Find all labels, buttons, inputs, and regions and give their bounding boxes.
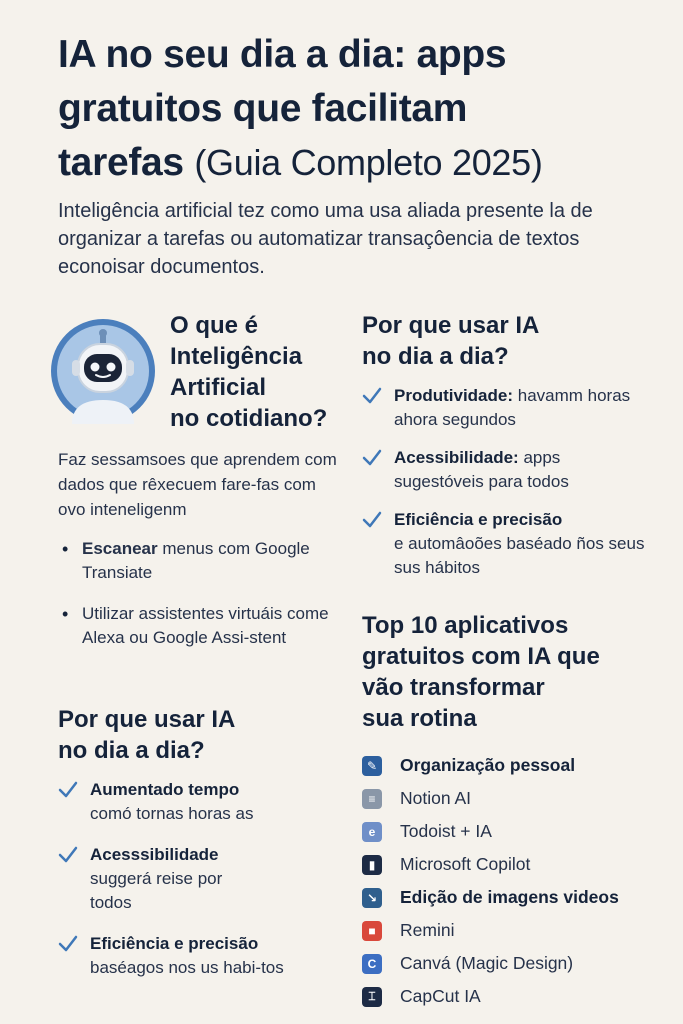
top-apps-heading: Top 10 aplicativos gratuitos com IA que vão transformar sua rotina [362,612,600,732]
canva-icon: C [362,954,382,974]
list-item: Acesssibilidade suggerá reise por todos [58,843,343,915]
benefits-list [362,384,662,580]
title-line-2: gratuitos que facilitam [58,87,468,130]
checkmark-icon [362,448,382,468]
ai-heading-line: no cotidiano? [170,405,328,432]
list-item: Produtividade: havamm horas ahora segundos [362,384,644,432]
app-item: ▮ Microsoft Copilot [362,848,662,881]
section-heading: Por que usar IA no dia a dia? [362,312,540,370]
right-column [362,310,662,1013]
section-heading: Por que usar IA no dia a dia? [58,706,236,764]
list-item: Eficiência e precisão baséagos nos us habi-tos [58,932,343,980]
pencil-icon: ✎ [362,756,382,776]
left-why-section [58,704,343,980]
list-item: Aumentado tempo comó tornas horas as [58,778,343,826]
benefits-list [58,778,343,980]
title-line-3 [58,136,658,190]
list-item: • Escanear menus com Google Transiate [58,537,343,585]
checkmark-icon [58,780,78,800]
page-title [58,28,658,190]
image-edit-icon: ↘ [362,888,382,908]
remini-icon: ■ [362,921,382,941]
list-item: • Utilizar assistentes virtuáis come Alexa ou Google Assi-stent [58,602,343,650]
title-line-1: IA no seu dia a dia: apps [58,33,507,76]
checkmark-icon [58,934,78,954]
list-item: Acessibilidade: apps sugestóveis para todos [362,446,644,494]
ai-heading-line: Artificial [170,374,267,401]
app-item: ⌶ CapCut IA [362,980,662,1013]
title-subtitle: (Guia Completo 2025) [194,142,543,183]
list-item: Eficiência e precisão e automâoões baséado ños seus sus hábitos [362,508,664,580]
robot-icon [50,318,156,424]
app-item: e Todoist + IA [362,815,662,848]
checkmark-icon [362,386,382,406]
ai-paragraph: Faz sessamsoes que aprendem com dados que rêxecuem fare-fas com ovo inteneligenm [58,450,337,519]
todoist-icon: e [362,822,382,842]
checkmark-icon [362,510,382,530]
category-item: ✎ Organização pessoal [362,749,662,782]
title-bold: tarefas [58,141,184,184]
ai-heading [170,310,350,434]
app-item: C Canvá (Magic Design) [362,947,662,980]
ai-examples-list [58,537,343,667]
checkmark-icon [58,845,78,865]
ai-heading-line: Inteligência [170,343,303,370]
intro-paragraph: Inteligência artificial tez como uma usa aliada presente la de organizar a tarefas ou automatizar transaçôencia de textos econoisar documentos. [58,200,593,278]
category-item: ↘ Edição de imagens videos [362,881,662,914]
notion-icon: ≡ [362,789,382,809]
apps-list [362,749,662,1013]
capcut-icon: ⌶ [362,987,382,1007]
app-item: ≡ Notion AI [362,782,662,815]
app-item: ■ Remini [362,914,662,947]
copilot-icon: ▮ [362,855,382,875]
ai-heading-line: O que é [170,312,259,339]
